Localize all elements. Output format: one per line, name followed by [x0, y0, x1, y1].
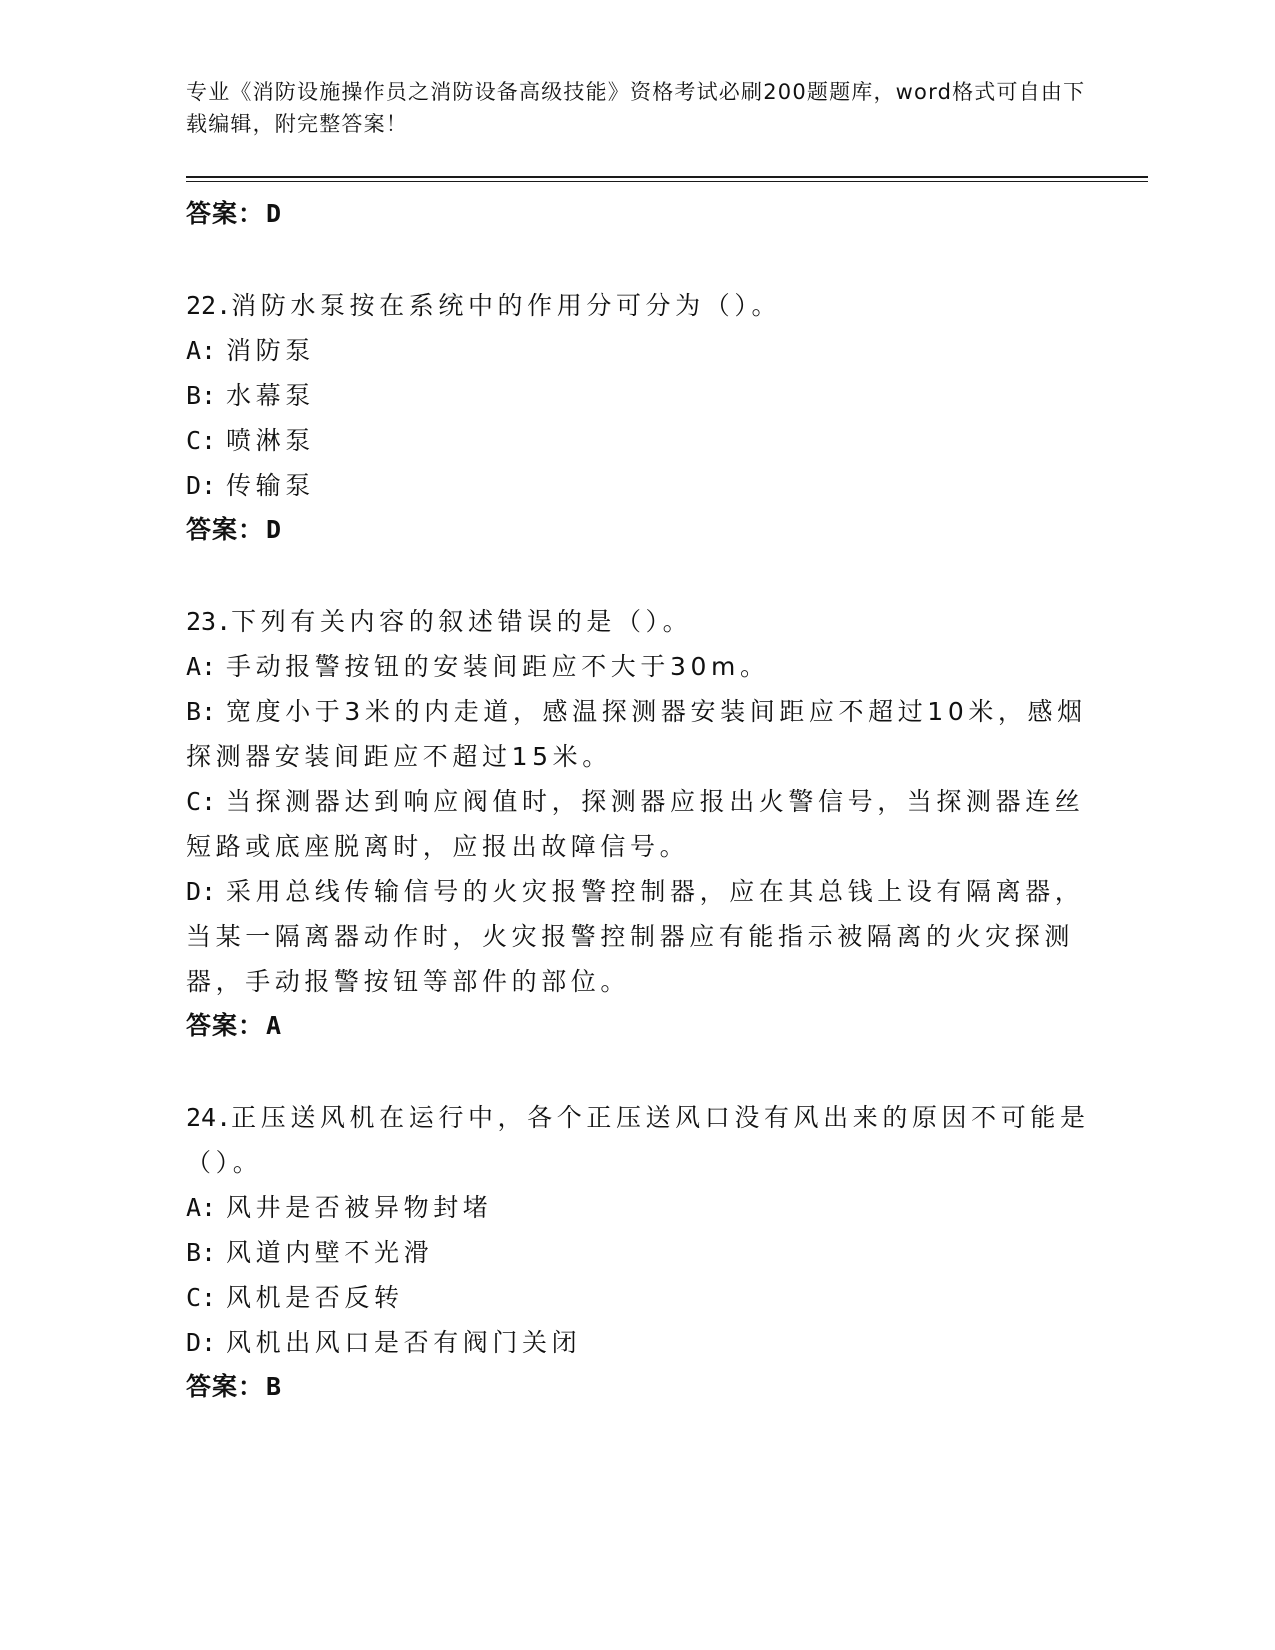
option-letter: A: [186, 652, 217, 681]
option-d [186, 869, 1106, 1004]
option-a [186, 644, 1106, 689]
option-letter: B: [186, 381, 217, 410]
option-letter: C: [186, 787, 217, 816]
question-number: 24. [186, 1103, 232, 1132]
document-header [186, 76, 1086, 140]
spacer [186, 1048, 1106, 1095]
option-letter: C: [186, 1283, 217, 1312]
option-text: 风道内壁不光滑 [226, 1238, 434, 1267]
answer-value: D [266, 515, 283, 544]
question-number: 22. [186, 291, 232, 320]
header-divider-thick [186, 176, 1148, 178]
option-letter: B: [186, 1238, 217, 1267]
answer-line [186, 192, 1106, 236]
question-text: 消防水泵按在系统中的作用分可分为（）。 [231, 291, 782, 320]
question-text: 下列有关内容的叙述错误的是（）。 [231, 607, 693, 636]
option-c [186, 1275, 1106, 1320]
question-stem [186, 283, 1106, 328]
answer-line [186, 1004, 1106, 1048]
question-text: 正压送风机在运行中，各个正压送风口没有风出来的原因不可能是（）。 [186, 1103, 1090, 1177]
answer-line [186, 1365, 1106, 1409]
option-letter: D: [186, 877, 217, 906]
option-text: 风机出风口是否有阀门关闭 [226, 1328, 582, 1357]
option-letter: A: [186, 336, 217, 365]
question-number: 23. [186, 607, 232, 636]
option-text: 手动报警按钮的安装间距应不大于30m。 [226, 652, 770, 681]
option-b [186, 373, 1106, 418]
spacer [186, 236, 1106, 283]
header-text: 专业《消防设施操作员之消防设备高级技能》资格考试必刷200题题库，word格式可自由下载编辑，附完整答案！ [186, 80, 1086, 136]
option-letter: C: [186, 426, 217, 455]
option-letter: D: [186, 471, 217, 500]
answer-label: 答案： [186, 199, 265, 228]
answer-label: 答案： [186, 1011, 265, 1040]
option-letter: D: [186, 1328, 217, 1357]
option-b [186, 689, 1106, 779]
document-body [186, 192, 1106, 1409]
answer-value: D [266, 199, 283, 228]
question-23 [186, 599, 1106, 1048]
option-b [186, 1230, 1106, 1275]
option-text: 风机是否反转 [226, 1283, 404, 1312]
question-stem [186, 1095, 1106, 1185]
option-d [186, 463, 1106, 508]
question-stem [186, 599, 1106, 644]
option-text: 风井是否被异物封堵 [226, 1193, 493, 1222]
option-text: 宽度小于3米的内走道，感温探测器安装间距应不超过10米，感烟探测器安装间距应不超过15米。 [186, 697, 1087, 771]
option-c [186, 418, 1106, 463]
question-22 [186, 283, 1106, 552]
answer-value: B [266, 1372, 283, 1401]
option-letter: A: [186, 1193, 217, 1222]
header-divider-thin [186, 181, 1148, 182]
option-a [186, 1185, 1106, 1230]
option-text: 当探测器达到响应阀值时，探测器应报出火警信号，当探测器连丝短路或底座脱离时，应报出故障信号。 [186, 787, 1085, 861]
option-a [186, 328, 1106, 373]
option-letter: B: [186, 697, 217, 726]
option-text: 传输泵 [226, 471, 315, 500]
spacer [186, 552, 1106, 599]
option-text: 喷淋泵 [226, 426, 315, 455]
answer-label: 答案： [186, 1372, 265, 1401]
question-24 [186, 1095, 1106, 1409]
option-text: 水幕泵 [226, 381, 315, 410]
answer-value: A [266, 1011, 283, 1040]
option-text: 消防泵 [226, 336, 315, 365]
option-c [186, 779, 1106, 869]
answer-label: 答案： [186, 515, 265, 544]
option-text: 采用总线传输信号的火灾报警控制器，应在其总钱上设有隔离器，当某一隔离器动作时，火灾报警控制器应有能指示被隔离的火灾探测器，手动报警按钮等部件的部位。 [186, 877, 1085, 996]
option-d [186, 1320, 1106, 1365]
answer-line [186, 508, 1106, 552]
